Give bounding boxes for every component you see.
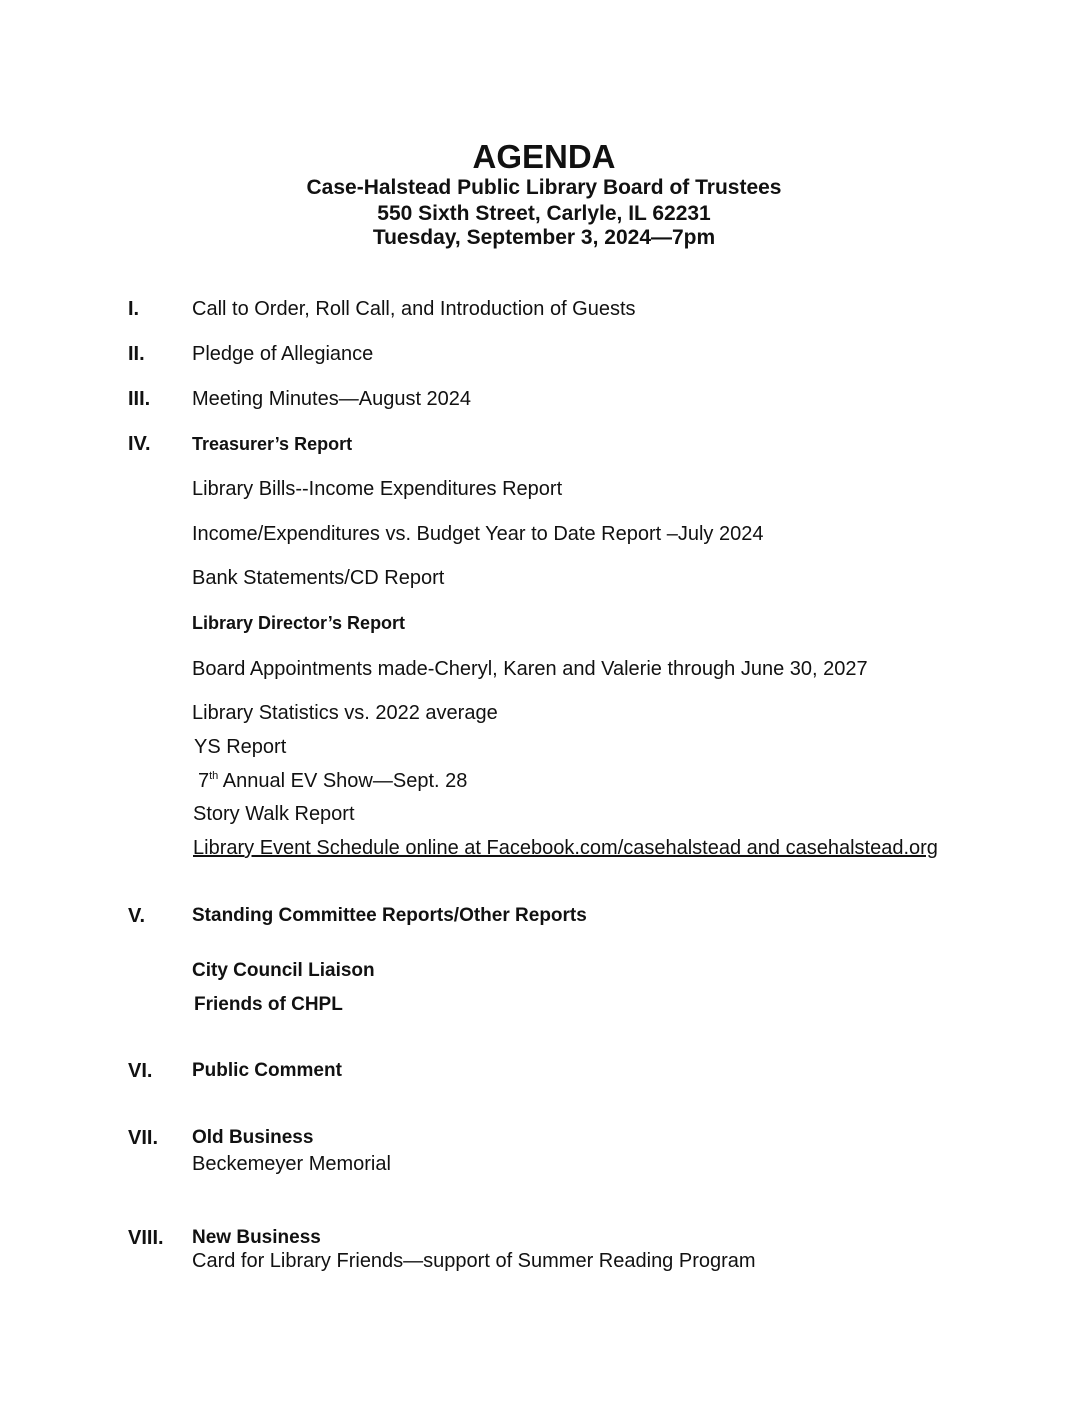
list-item: Library Statistics vs. 2022 average: [192, 702, 498, 724]
list-item: YS Report: [194, 736, 287, 758]
section-numeral-8: VIII.: [128, 1227, 164, 1249]
list-item: Card for Library Friends—support of Summer Reading Program: [192, 1250, 756, 1272]
section-numeral-3: III.: [128, 388, 151, 410]
section-numeral-4: IV.: [128, 433, 151, 455]
list-item: Bank Statements/CD Report: [192, 567, 445, 589]
address: 550 Sixth Street, Carlyle, IL 62231: [377, 202, 711, 225]
director-report-heading: Library Director’s Report: [192, 613, 406, 633]
section-title-4: Treasurer’s Report: [192, 434, 353, 454]
section-title-1: Call to Order, Roll Call, and Introduction of Guests: [192, 298, 636, 320]
ev-show-item: [198, 769, 467, 793]
ev-show-text: Annual EV Show—Sept. 28: [218, 770, 468, 792]
section-title-5: Standing Committee Reports/Other Reports: [192, 905, 587, 926]
meeting-date: Tuesday, September 3, 2024—7pm: [372, 226, 716, 249]
section-numeral-7: VII.: [128, 1127, 159, 1149]
list-item: Income/Expenditures vs. Budget Year to Date Report –July 2024: [192, 523, 764, 545]
ev-show-number: 7: [198, 770, 210, 792]
section-title-2: Pledge of Allegiance: [192, 343, 374, 365]
list-item: Library Bills--Income Expenditures Report: [192, 478, 563, 500]
section-numeral-6: VI.: [128, 1060, 153, 1082]
list-item: Board Appointments made-Cheryl, Karen and Valerie through June 30, 2027: [192, 658, 868, 680]
section-numeral-1: I.: [128, 298, 140, 320]
organization-name: Case-Halstead Public Library Board of Trustees: [306, 176, 782, 199]
section-title-3: Meeting Minutes—August 2024: [192, 388, 472, 410]
list-item: City Council Liaison: [192, 960, 375, 981]
agenda-title: AGENDA: [472, 138, 616, 175]
section-numeral-2: II.: [128, 343, 145, 365]
section-title-7: Old Business: [192, 1127, 314, 1148]
ev-show-suffix: th: [209, 770, 219, 782]
section-title-8: New Business: [192, 1227, 321, 1248]
list-item: Beckemeyer Memorial: [192, 1153, 391, 1175]
list-item: Friends of CHPL: [194, 994, 343, 1015]
story-walk-item: Story Walk Report: [193, 803, 355, 825]
section-title-6: Public Comment: [192, 1060, 342, 1081]
section-numeral-5: V.: [128, 905, 146, 927]
event-schedule-link[interactable]: Library Event Schedule online at Facebook.com/casehalstead and casehalstead.org: [193, 837, 938, 859]
